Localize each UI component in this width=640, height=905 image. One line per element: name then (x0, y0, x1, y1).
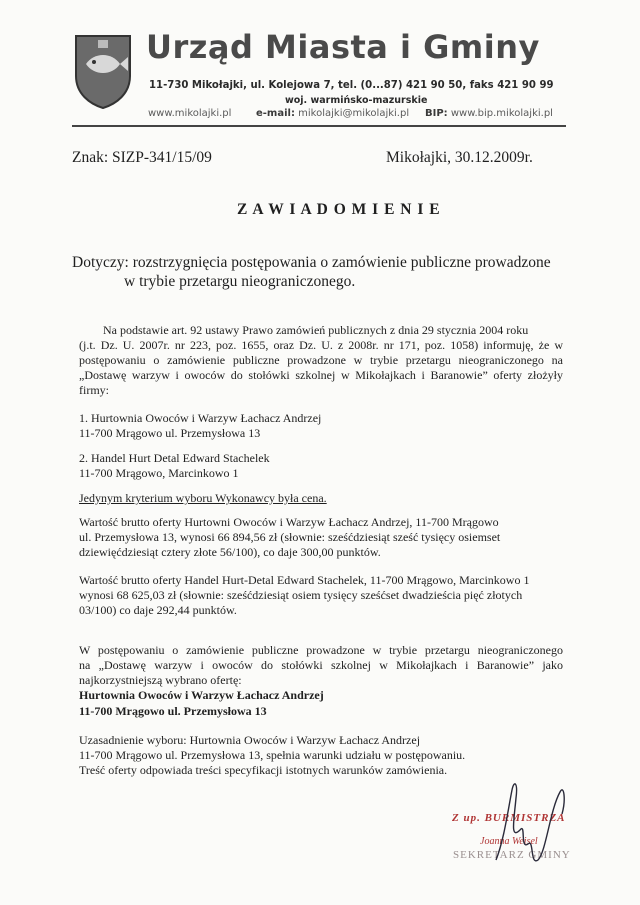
justification-line: 11-700 Mrągowo ul. Przemysłowa 13, spełnia warunki udziału w postępowaniu. (79, 748, 466, 762)
offer-1-line: dziewięćdziesiąt cztery złote 56/100), co daje 300,00 punktów. (79, 545, 381, 559)
choice-line: W postępowaniu o zamówienie publiczne prowadzone w trybie przetargu nieograniczonego (79, 643, 563, 657)
bip-link[interactable]: www.bip.mikolajki.pl (450, 108, 553, 119)
firm-1-address: 11-700 Mrągowo ul. Przemysłowa 13 (79, 426, 261, 440)
firm-2-name: 2. Handel Hurt Detal Edward Stachelek (79, 451, 270, 465)
office-address: 11-730 Mikołajki, ul. Kolejowa 7, tel. (0...87) 421 90 50, faks 421 90 99 (149, 78, 554, 91)
winner-address: 11-700 Mrągowo ul. Przemysłowa 13 (79, 704, 267, 718)
firm-2-address: 11-700 Mrągowo, Marcinkowo 1 (79, 466, 239, 480)
offer-2-line: 03/100) co daje 292,44 punktów. (79, 603, 237, 617)
email-label: e-mail: (256, 108, 295, 119)
email-link[interactable]: mikolajki@mikolajki.pl (298, 108, 410, 119)
intro-line: postępowaniu o zamówienie publiczne prowadzone w trybie przetargu nieograniczonego na (79, 353, 563, 367)
document-heading: Z A W I A D O M I E N I E (237, 201, 441, 218)
offer-2-line: Wartość brutto oferty Handel Hurt-Detal Edward Stachelek, 11-700 Mrągowo, Marcinkowo 1 (79, 573, 530, 587)
offer-2-line: wynosi 68 625,03 zł (słownie: sześćdziesiąt osiem tysięcy sześćset dwadzieścia pięć złotych (79, 588, 523, 602)
header-divider (72, 125, 566, 127)
justification-line: Uzasadnienie wyboru: Hurtownia Owoców i Warzyw Łachacz Andrzej (79, 733, 421, 747)
office-title: Urząd Miasta i Gminy (146, 28, 540, 66)
office-voivodeship: woj. warmińsko-mazurskie (285, 95, 428, 106)
justification-line: Treść oferty odpowiada treści specyfikacji istotnych warunków zamówienia. (79, 763, 448, 777)
bip-label: BIP: (425, 108, 448, 119)
place-date: Mikołajki, 30.12.2009r. (386, 149, 533, 166)
reference-number: Znak: SIZP-341/15/09 (72, 149, 212, 166)
intro-line: firmy: (79, 383, 109, 397)
choice-line: na „Dostawę warzyw i owoców do stołówki szkolnej w Mikołajkach i Baranowie” jako (79, 658, 563, 672)
stamp-line-3: SEKRETARZ GMINY (453, 849, 571, 861)
selection-criterion: Jedynym kryterium wyboru Wykonawcy była cena. (79, 491, 327, 505)
choice-line: najkorzystniejszą wybrano ofertę: (79, 673, 242, 687)
stamp-line-1: Z up. BURMISTRZA (452, 812, 566, 824)
offer-1-line: Wartość brutto oferty Hurtowni Owoców i Warzyw Łachacz Andrzej, 11-700 Mrągowo (79, 515, 499, 529)
handwritten-signature-icon (490, 770, 580, 880)
intro-line: „Dostawę warzyw i owoców do stołówki szkolnej w Mikołajkach i Baranowie” oferty złożyły (79, 368, 563, 382)
website-link[interactable]: www.mikolajki.pl (148, 108, 232, 119)
intro-line: Na podstawie art. 92 ustawy Prawo zamówień publicznych z dnia 29 stycznia 2004 roku (103, 323, 529, 337)
coat-of-arms-icon (72, 30, 134, 110)
offer-1-line: ul. Przemysłowa 13, wynosi 66 894,56 zł (słownie: sześćdziesiąt sześć tysięcy osiemset (79, 530, 501, 544)
subject-line-2: w trybie przetargu nieograniczonego. (124, 273, 356, 290)
firm-1-name: 1. Hurtownia Owoców i Warzyw Łachacz Andrzej (79, 411, 322, 425)
intro-line: (j.t. Dz. U. 2007r. nr 223, poz. 1655, oraz Dz. U. z 2008r. nr 171, poz. 1058) informuję, że w (79, 338, 563, 352)
subject-line-1: Dotyczy: rozstrzygnięcia postępowania o zamówienie publiczne prowadzone (72, 254, 551, 271)
stamp-line-2: Joanna Weisel (480, 836, 538, 847)
winner-name: Hurtownia Owoców i Warzyw Łachacz Andrzej (79, 688, 324, 702)
